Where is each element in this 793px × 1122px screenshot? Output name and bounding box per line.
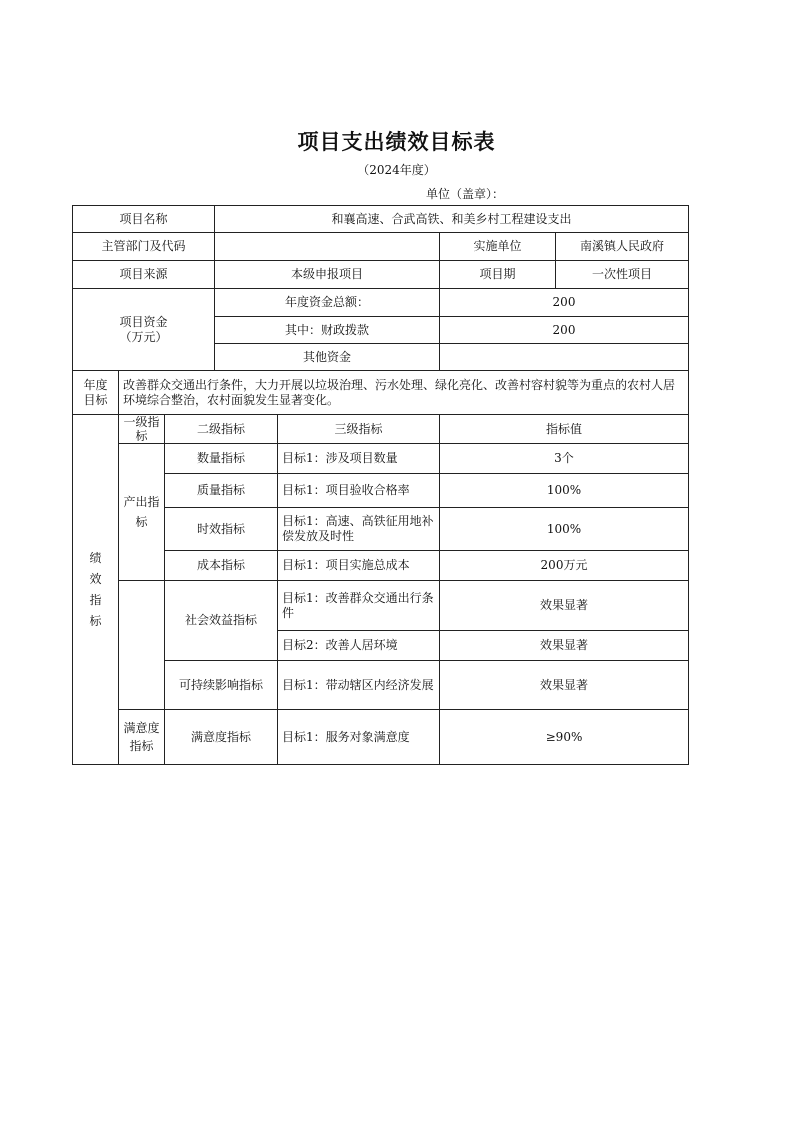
- level2-indicator-text: 满意度指标: [190, 729, 251, 744]
- level2-indicator-text: 数量指标: [196, 451, 245, 465]
- level2-indicator: [164, 443, 278, 474]
- source-label-text: 项目来源: [119, 267, 168, 281]
- dept-value: [214, 232, 440, 261]
- level2-indicator-text: 成本指标: [196, 558, 245, 572]
- annual-goal-label-text-line: 目标: [83, 392, 108, 407]
- period-label: [439, 260, 556, 289]
- indicator-value: [439, 580, 689, 631]
- satisfaction-indicator-label-text: 满意度指标: [123, 721, 160, 753]
- impl-unit-label: [439, 232, 556, 261]
- annual-total-value-text: 200: [552, 295, 576, 309]
- indicator-value: [439, 660, 689, 710]
- page-title: 项目支出绩效目标表: [297, 129, 496, 154]
- level3-indicator: [277, 507, 440, 551]
- funds-label: [72, 288, 215, 371]
- level2-indicator: [164, 709, 278, 765]
- indicator-value-text: 3个: [554, 451, 574, 465]
- dept-label: [72, 232, 215, 261]
- level3-indicator: [277, 630, 440, 661]
- indicator-value-text: 效果显著: [539, 638, 588, 652]
- dept-label-text: 主管部门及代码: [101, 239, 186, 253]
- unit-seal-label: 单位（盖章）：: [426, 187, 505, 201]
- indicator-value: [439, 630, 689, 661]
- other-value: [439, 343, 689, 371]
- indicator-value-text: 效果显著: [539, 677, 588, 692]
- header-level3: [277, 414, 440, 444]
- header-value-text: 指标值: [545, 421, 582, 436]
- header-level1: [118, 414, 165, 444]
- level3-indicator-text: 目标1：服务对象满意度: [282, 729, 410, 744]
- indicator-value: [439, 473, 689, 508]
- annual-total-label: [214, 288, 440, 317]
- funds-label-text-line: （万元）: [119, 329, 168, 344]
- header-level1-text: 一级指标: [123, 415, 160, 443]
- level3-indicator-text: 目标1：改善群众交通出行条件: [282, 590, 434, 620]
- indicator-value-text: ≥90%: [545, 729, 583, 744]
- funds-label-text: [119, 315, 167, 345]
- indicators-section-label-text: [89, 548, 101, 632]
- annual-goal-label-text-line: 年度: [83, 377, 108, 392]
- source-value: [214, 260, 440, 289]
- level3-indicator-text: 目标1：带动辖区内经济发展: [282, 677, 434, 692]
- fiscal-label-text: 其中：财政拨款: [284, 322, 369, 337]
- period-label-text: 项目期: [479, 267, 516, 281]
- section-label-char: 标: [89, 613, 102, 628]
- annual-goal-text: [118, 370, 689, 415]
- project-name-value: [214, 205, 689, 233]
- indicator-value-text: 100%: [546, 483, 582, 497]
- level3-indicator: [277, 443, 440, 474]
- level3-indicator: [277, 709, 440, 765]
- level3-indicator: [277, 660, 440, 710]
- level2-indicator: [164, 550, 278, 581]
- period-value-text: 一次性项目: [591, 267, 652, 281]
- level2-indicator-text: 可持续影响指标: [178, 677, 263, 692]
- other-label-text: 其他资金: [302, 349, 351, 364]
- level3-indicator-text: 目标1：高速、高铁征用地补偿发放及时性: [282, 514, 434, 543]
- level2-indicator-text: 时效指标: [196, 521, 245, 536]
- other-label: [214, 343, 440, 371]
- indicator-value: [439, 709, 689, 765]
- indicator-value: [439, 507, 689, 551]
- level2-indicator: [164, 580, 278, 661]
- indicator-value-text: 100%: [546, 521, 582, 536]
- table-grid: [72, 205, 689, 765]
- indicator-value-text: 效果显著: [539, 598, 588, 612]
- project-name-value-text: 和襄高速、合武高铁、和美乡村工程建设支出: [331, 211, 572, 226]
- header-level2: [164, 414, 278, 444]
- output-indicator-label-text: 产出指标: [123, 495, 160, 529]
- indicators-section-label: [72, 414, 119, 765]
- project-name-label: [72, 205, 215, 233]
- level3-indicator: [277, 550, 440, 581]
- annual-goal-text-text: 改善群众交通出行条件，大力开展以垃圾治理、污水处理、绿化亮化、改善村容村貌等为重点的农村人居环境综合整治，农村面貌发生显著变化。: [123, 377, 676, 407]
- level3-indicator-text: 目标1：项目实施总成本: [282, 558, 410, 572]
- annual-total-label-text: 年度资金总额：: [284, 295, 369, 309]
- annual-total-value: [439, 288, 689, 317]
- satisfaction-indicator-label: [118, 709, 165, 765]
- impl-unit-value-text: 南溪镇人民政府: [579, 239, 664, 253]
- header-level2-text: 二级指标: [196, 421, 245, 436]
- level3-indicator: [277, 473, 440, 508]
- funds-label-text-line: 项目资金: [119, 314, 168, 329]
- fiscal-value: [439, 316, 689, 344]
- fiscal-label: [214, 316, 440, 344]
- level2-indicator-text: 社会效益指标: [184, 613, 257, 627]
- impl-unit-label-text: 实施单位: [473, 239, 522, 253]
- level3-indicator: [277, 580, 440, 631]
- year-label: （2024年度）: [357, 163, 436, 177]
- level3-indicator-text: 目标2：改善人居环境: [282, 638, 398, 652]
- level3-indicator-text: 目标1：涉及项目数量: [282, 451, 398, 465]
- impl-unit-value: [555, 232, 689, 261]
- fiscal-value-text: 200: [552, 322, 576, 337]
- benefit-indicator-label: [118, 580, 165, 710]
- header-value: [439, 414, 689, 444]
- level3-indicator-text: 目标1：项目验收合格率: [282, 483, 410, 497]
- level2-indicator: [164, 507, 278, 551]
- project-name-label-text: 项目名称: [119, 211, 168, 226]
- output-indicator-label: [118, 443, 165, 581]
- source-value-text: 本级申报项目: [290, 267, 363, 281]
- indicator-value-text: 200万元: [540, 558, 588, 572]
- section-label-char: 绩: [89, 550, 102, 565]
- level2-indicator: [164, 473, 278, 508]
- period-value: [555, 260, 689, 289]
- indicator-value: [439, 443, 689, 474]
- annual-goal-label-text: [83, 378, 107, 408]
- level2-indicator: [164, 660, 278, 710]
- section-label-char: 指: [89, 592, 102, 607]
- section-label-char: 效: [89, 571, 102, 586]
- annual-goal-label: [72, 370, 119, 415]
- indicator-value: [439, 550, 689, 581]
- level2-indicator-text: 质量指标: [196, 483, 245, 497]
- header-level3-text: 三级指标: [334, 421, 383, 436]
- source-label: [72, 260, 215, 289]
